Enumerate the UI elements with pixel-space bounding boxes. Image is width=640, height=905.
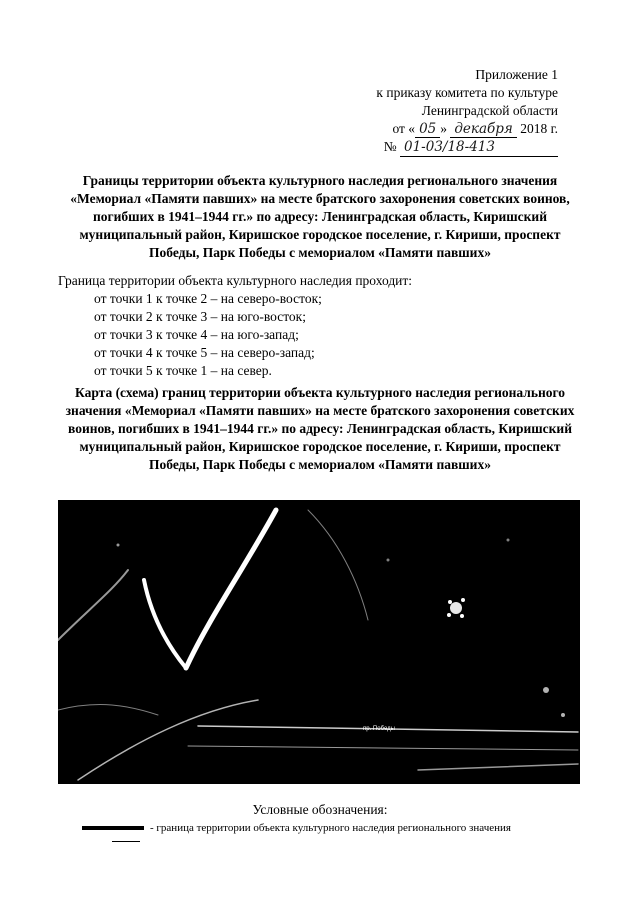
appendix-title: Приложение 1 (475, 67, 558, 82)
legend-underline (112, 841, 140, 842)
date-month: декабря (450, 121, 516, 138)
date-day: 05 (415, 121, 440, 138)
map-title: Карта (схема) границ территории объекта культурного наследия регионального значения «Мемориал «Памяти павших» на месте братского захоронения советских воинов, погибших в 1941–1944 гг.» по адресу: Ленинградская область, Киришский муниципальный район, Киришское городское поселение, г. Кириши, проспект Победы, Парк Победы с мемориалом «Памяти павших» (65, 385, 575, 472)
boundary-item: от точки 4 к точке 5 – на северо-запад; (94, 345, 315, 360)
number-value: 01-03/18-413 (400, 138, 558, 157)
date-year: 2018 г. (520, 121, 558, 136)
order-date (298, 120, 558, 138)
map-scheme (58, 500, 580, 784)
document-title: Границы территории объекта культурного наследия регионального значения «Мемориал «Памяти павших» на месте братского захоронения советских воинов, погибших в 1941–1944 гг.» по адресу: Ленинградская область, Киришский муниципальный район, Киришское городское поселение, г. Кириши, проспект Победы, Парк Победы с мемориалом «Памяти павших» (70, 173, 570, 260)
street-label: пр. Победы (363, 726, 395, 732)
boundary-item: от точки 5 к точке 1 – на север. (94, 363, 272, 378)
number-prefix: № (383, 139, 397, 154)
boundary-line-symbol (82, 826, 144, 830)
appendix-order-line: к приказу комитета по культуре (376, 85, 558, 100)
legend-item-text: - граница территории объекта культурного наследия регионального значения (150, 822, 511, 834)
legend (82, 822, 511, 834)
appendix-region-line: Ленинградской области (421, 103, 558, 118)
date-prefix: от « 05 » (392, 121, 447, 137)
map-image (58, 500, 580, 784)
legend-heading: Условные обозначения: (252, 802, 388, 817)
boundary-list (58, 290, 578, 380)
boundary-intro: Граница территории объекта культурного наследия проходит: (58, 273, 413, 288)
boundary-item: от точки 3 к точке 4 – на юго-запад; (94, 327, 299, 342)
boundary-item: от точки 1 к точке 2 – на северо-восток; (94, 291, 322, 306)
order-number (298, 138, 558, 157)
appendix-header (298, 66, 558, 157)
boundary-description (58, 272, 578, 380)
boundary-item: от точки 2 к точке 3 – на юго-восток; (94, 309, 306, 324)
